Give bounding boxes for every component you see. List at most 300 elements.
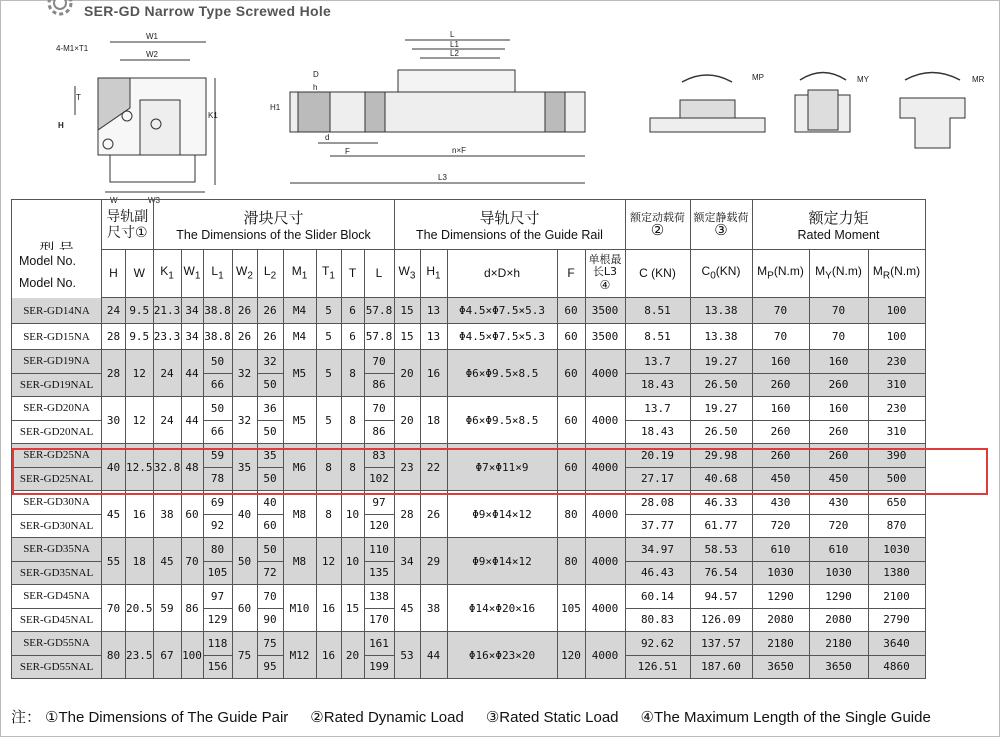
table-row	[12, 491, 926, 515]
cell-k1: 24	[153, 350, 181, 397]
cell-m1: M12	[283, 632, 316, 679]
model-cell: SER-GD45NAL	[12, 608, 102, 632]
cell-c: 92.62	[625, 632, 690, 656]
cell-h1: 18	[420, 397, 447, 444]
rail-side-drawing	[290, 40, 585, 183]
col-f: F	[557, 250, 585, 298]
cell-w2: 40	[232, 491, 257, 538]
cell-h: 80	[102, 632, 126, 679]
model-cell: SER-GD25NA	[12, 444, 102, 468]
cell-l1: 66	[203, 420, 232, 444]
table-row	[12, 538, 926, 562]
label-l: L	[450, 30, 455, 39]
cell-w1: 44	[181, 397, 203, 444]
cell-h: 55	[102, 538, 126, 585]
label-nxf: n×F	[452, 146, 467, 155]
label-k1: K1	[208, 111, 218, 120]
cell-m1: M5	[283, 397, 316, 444]
label-d: D	[313, 70, 319, 79]
cell-l: 110	[364, 538, 394, 562]
col-t: T	[341, 250, 364, 298]
cell-f: 80	[557, 491, 585, 538]
slider-header: 滑块尺寸 The Dimensions of the Slider Block	[153, 200, 394, 250]
cell-c0: 26.50	[690, 420, 752, 444]
note-1: ①The Dimensions of The Guide Pair	[45, 709, 289, 726]
cell-c: 18.43	[625, 420, 690, 444]
cell-k1: 45	[153, 538, 181, 585]
cell-c0: 137.57	[690, 632, 752, 656]
cell-my: 720	[809, 514, 868, 538]
cell-l3: 4000	[585, 632, 625, 679]
cell-l3: 4000	[585, 538, 625, 585]
label-d-small: d	[325, 133, 330, 142]
col-t1: $T_1$	[316, 250, 341, 298]
cell-my: 260	[809, 373, 868, 397]
cell-c: 126.51	[625, 655, 690, 679]
cell-k1: 67	[153, 632, 181, 679]
cell-w3: 53	[394, 632, 420, 679]
cell-f: 60	[557, 298, 585, 324]
cell-c0: 187.60	[690, 655, 752, 679]
cell-l1: 118	[203, 632, 232, 656]
model-cell: SER-GD20NA	[12, 397, 102, 421]
moment-labels	[752, 73, 985, 84]
cell-t: 6	[341, 324, 364, 350]
cell-mp: 70	[752, 324, 809, 350]
model-cell: SER-GD14NA	[12, 298, 102, 324]
cell-h1: 13	[420, 324, 447, 350]
cell-h1: 26	[420, 491, 447, 538]
cell-w: 18	[126, 538, 154, 585]
cell-t: 8	[341, 350, 364, 397]
cell-mp: 2180	[752, 632, 809, 656]
cell-mr: 500	[868, 467, 925, 491]
cell-mr: 230	[868, 397, 925, 421]
cell-h1: 38	[420, 585, 447, 632]
cell-my: 1290	[809, 585, 868, 609]
cell-w2: 50	[232, 538, 257, 585]
cell-w: 12.5	[126, 444, 154, 491]
cell-c: 80.83	[625, 608, 690, 632]
cell-mp: 260	[752, 373, 809, 397]
gear-logo-icon	[42, 0, 78, 20]
table-row	[12, 444, 926, 468]
cell-l1: 129	[203, 608, 232, 632]
model-cell: SER-GD15NA	[12, 324, 102, 350]
cell-l2: 50	[257, 420, 283, 444]
cell-my: 160	[809, 397, 868, 421]
col-w1: $W_1$	[181, 250, 203, 298]
cell-l1: 80	[203, 538, 232, 562]
cell-my: 610	[809, 538, 868, 562]
footer-notes	[11, 706, 931, 727]
cell-t1: 16	[316, 585, 341, 632]
cell-w: 23.5	[126, 632, 154, 679]
cell-c: 8.51	[625, 298, 690, 324]
cell-h1: 22	[420, 444, 447, 491]
cell-w: 12	[126, 350, 154, 397]
model-cell: SER-GD30NAL	[12, 514, 102, 538]
rotation-arrow-icon	[905, 73, 960, 81]
col-mr: $M_R(N.m)$	[868, 250, 925, 298]
cell-l: 170	[364, 608, 394, 632]
cell-mp: 720	[752, 514, 809, 538]
moment-diagrams	[650, 73, 965, 149]
cell-mr: 2790	[868, 608, 925, 632]
cell-mp: 610	[752, 538, 809, 562]
technical-drawings	[0, 20, 1000, 205]
cell-mp: 1030	[752, 561, 809, 585]
label-my: MY	[857, 75, 869, 84]
cell-c0: 40.68	[690, 467, 752, 491]
cell-l: 70	[364, 350, 394, 374]
col-h: H	[102, 250, 126, 298]
cell-w1: 48	[181, 444, 203, 491]
cell-t: 10	[341, 538, 364, 585]
header-row-1	[12, 200, 926, 250]
cell-l: 120	[364, 514, 394, 538]
label-mp: MP	[752, 73, 764, 82]
model-cell: SER-GD55NA	[12, 632, 102, 656]
col-m1: $M_1$	[283, 250, 316, 298]
col-w3: $W_3$	[394, 250, 420, 298]
table-row	[12, 632, 926, 656]
cell-c: 34.97	[625, 538, 690, 562]
cell-c0: 13.38	[690, 298, 752, 324]
cell-l3: 4000	[585, 585, 625, 632]
label-h: H	[58, 121, 64, 130]
page-title: SER-GD Narrow Type Screwed Hole	[84, 3, 332, 19]
dynamic-load-header: 额定动载荷 ②	[625, 200, 690, 250]
cell-l3: 4000	[585, 491, 625, 538]
cell-t1: 12	[316, 538, 341, 585]
cell-c: 27.17	[625, 467, 690, 491]
cell-l1: 38.8	[203, 298, 232, 324]
cell-w: 9.5	[126, 324, 154, 350]
cell-my: 2180	[809, 632, 868, 656]
cell-mr: 4860	[868, 655, 925, 679]
cell-h: 28	[102, 324, 126, 350]
cell-w: 20.5	[126, 585, 154, 632]
cell-w2: 26	[232, 324, 257, 350]
table-row	[12, 397, 926, 421]
cell-mp: 70	[752, 298, 809, 324]
col-mp: $M_P(N.m)$	[752, 250, 809, 298]
cell-c0: 76.54	[690, 561, 752, 585]
model-cell: SER-GD19NA	[12, 350, 102, 374]
footer-lead: 注：	[11, 709, 42, 726]
cell-my: 430	[809, 491, 868, 515]
cell-l: 138	[364, 585, 394, 609]
cell-l1: 92	[203, 514, 232, 538]
cell-mp: 450	[752, 467, 809, 491]
cell-t1: 5	[316, 324, 341, 350]
cell-l2: 70	[257, 585, 283, 609]
cell-w1: 44	[181, 350, 203, 397]
rail-header: 导轨尺寸 The Dimensions of the Guide Rail	[394, 200, 625, 250]
cell-c: 28.08	[625, 491, 690, 515]
model-cell: SER-GD20NAL	[12, 420, 102, 444]
cell-w1: 86	[181, 585, 203, 632]
rotation-arrow-icon	[682, 75, 732, 82]
cell-w3: 34	[394, 538, 420, 585]
cell-c: 13.7	[625, 397, 690, 421]
cell-mr: 230	[868, 350, 925, 374]
cell-w2: 32	[232, 350, 257, 397]
cell-l: 70	[364, 397, 394, 421]
cell-ddh: Φ6×Φ9.5×8.5	[447, 397, 557, 444]
cell-w2: 35	[232, 444, 257, 491]
cell-m1: M5	[283, 350, 316, 397]
cell-f: 60	[557, 324, 585, 350]
cell-f: 60	[557, 397, 585, 444]
cell-l1: 59	[203, 444, 232, 468]
cell-l1: 97	[203, 585, 232, 609]
cell-h: 40	[102, 444, 126, 491]
cell-my: 160	[809, 350, 868, 374]
cell-mr: 390	[868, 444, 925, 468]
cell-l3: 3500	[585, 298, 625, 324]
cell-w3: 28	[394, 491, 420, 538]
cell-l: 83	[364, 444, 394, 468]
cell-h: 45	[102, 491, 126, 538]
col-l: L	[364, 250, 394, 298]
header-row-2	[12, 250, 926, 298]
cell-l1: 50	[203, 350, 232, 374]
label-w1: W1	[146, 32, 158, 41]
label-l1: L1	[450, 40, 459, 49]
cell-k1: 23.3	[153, 324, 181, 350]
cell-c0: 126.09	[690, 608, 752, 632]
cell-t1: 5	[316, 350, 341, 397]
cell-ddh: Φ9×Φ14×12	[447, 491, 557, 538]
cell-f: 80	[557, 538, 585, 585]
cell-w1: 70	[181, 538, 203, 585]
cell-k1: 21.3	[153, 298, 181, 324]
cell-l2: 72	[257, 561, 283, 585]
label-t: T	[76, 93, 81, 102]
table-row	[12, 585, 926, 609]
cell-my: 450	[809, 467, 868, 491]
cell-l: 57.8	[364, 298, 394, 324]
cell-h: 24	[102, 298, 126, 324]
cell-my: 3650	[809, 655, 868, 679]
cell-mr: 100	[868, 298, 925, 324]
cell-c: 20.19	[625, 444, 690, 468]
cell-ddh: Φ9×Φ14×12	[447, 538, 557, 585]
cell-l: 199	[364, 655, 394, 679]
label-4m1t1: 4-M1×T1	[56, 44, 89, 53]
cell-c0: 94.57	[690, 585, 752, 609]
cross-section-drawing	[75, 42, 215, 192]
cell-mr: 310	[868, 420, 925, 444]
cell-t: 6	[341, 298, 364, 324]
cell-mp: 160	[752, 350, 809, 374]
cell-t1: 5	[316, 298, 341, 324]
cell-l: 161	[364, 632, 394, 656]
cell-l1: 38.8	[203, 324, 232, 350]
cell-w3: 20	[394, 350, 420, 397]
note-3: ③Rated Static Load	[485, 709, 619, 726]
cell-k1: 38	[153, 491, 181, 538]
spec-table	[11, 199, 926, 679]
cell-ddh: Φ6×Φ9.5×8.5	[447, 350, 557, 397]
cell-m1: M6	[283, 444, 316, 491]
model-number-header: Model No. Model No.	[12, 250, 101, 298]
cell-l2: 50	[257, 538, 283, 562]
col-ddh: d×D×h	[447, 250, 557, 298]
cell-c0: 13.38	[690, 324, 752, 350]
rotation-arrow-icon	[800, 73, 846, 81]
cell-my: 260	[809, 444, 868, 468]
cell-l2: 35	[257, 444, 283, 468]
cell-l: 86	[364, 420, 394, 444]
cell-ddh: Φ4.5×Φ7.5×5.3	[447, 298, 557, 324]
col-w: W	[126, 250, 154, 298]
label-h: h	[313, 83, 318, 92]
cell-mp: 430	[752, 491, 809, 515]
label-l3: L3	[438, 173, 447, 182]
model-cell: SER-GD25NAL	[12, 467, 102, 491]
cell-mr: 310	[868, 373, 925, 397]
cell-mp: 3650	[752, 655, 809, 679]
cell-mr: 1380	[868, 561, 925, 585]
cell-l2: 26	[257, 324, 283, 350]
col-w2: $W_2$	[232, 250, 257, 298]
cell-m1: M4	[283, 298, 316, 324]
cell-l1: 69	[203, 491, 232, 515]
cell-l2: 60	[257, 514, 283, 538]
cell-h: 28	[102, 350, 126, 397]
model-cell: SER-GD19NAL	[12, 373, 102, 397]
cell-f: 60	[557, 444, 585, 491]
cell-w3: 23	[394, 444, 420, 491]
cell-c: 8.51	[625, 324, 690, 350]
cell-mr: 3640	[868, 632, 925, 656]
cell-w3: 20	[394, 397, 420, 444]
cell-t: 8	[341, 397, 364, 444]
cell-l2: 50	[257, 467, 283, 491]
cell-l: 57.8	[364, 324, 394, 350]
cell-l1: 156	[203, 655, 232, 679]
label-f: F	[345, 147, 350, 156]
cell-l2: 50	[257, 373, 283, 397]
cell-w2: 75	[232, 632, 257, 679]
table-row	[12, 298, 926, 324]
cell-l3: 4000	[585, 397, 625, 444]
cell-mr: 1030	[868, 538, 925, 562]
cell-l1: 50	[203, 397, 232, 421]
cell-t1: 16	[316, 632, 341, 679]
cell-t1: 8	[316, 491, 341, 538]
col-my: $M_Y(N.m)$	[809, 250, 868, 298]
cell-h: 70	[102, 585, 126, 632]
col-maxlen: 单根最 长L3 ④	[585, 250, 625, 298]
cell-c0: 29.98	[690, 444, 752, 468]
col-c0: $C_0(KN)$	[690, 250, 752, 298]
cell-my: 260	[809, 420, 868, 444]
cell-l3: 4000	[585, 350, 625, 397]
cell-w3: 15	[394, 298, 420, 324]
cell-c: 46.43	[625, 561, 690, 585]
cell-w1: 100	[181, 632, 203, 679]
model-cell: SER-GD35NA	[12, 538, 102, 562]
col-k1: $K_1$	[153, 250, 181, 298]
cell-l2: 26	[257, 298, 283, 324]
static-load-header: 额定静载荷 ③	[690, 200, 752, 250]
model-cell: SER-GD30NA	[12, 491, 102, 515]
cell-l3: 3500	[585, 324, 625, 350]
col-l1: $L_1$	[203, 250, 232, 298]
cell-c0: 58.53	[690, 538, 752, 562]
cell-c: 60.14	[625, 585, 690, 609]
cell-mr: 100	[868, 324, 925, 350]
cell-mp: 160	[752, 397, 809, 421]
cell-my: 1030	[809, 561, 868, 585]
cell-w1: 60	[181, 491, 203, 538]
cell-c: 37.77	[625, 514, 690, 538]
cell-mr: 650	[868, 491, 925, 515]
cell-c: 13.7	[625, 350, 690, 374]
cell-mr: 870	[868, 514, 925, 538]
cell-m1: M10	[283, 585, 316, 632]
cell-w1: 34	[181, 298, 203, 324]
cell-c0: 46.33	[690, 491, 752, 515]
cell-my: 70	[809, 298, 868, 324]
label-mr: MR	[972, 75, 985, 84]
model-cell: SER-GD45NA	[12, 585, 102, 609]
cell-w3: 45	[394, 585, 420, 632]
table-row	[12, 324, 926, 350]
cell-l1: 66	[203, 373, 232, 397]
cell-mr: 2100	[868, 585, 925, 609]
col-h1: $H_1$	[420, 250, 447, 298]
cell-my: 70	[809, 324, 868, 350]
cell-w3: 15	[394, 324, 420, 350]
cell-f: 105	[557, 585, 585, 632]
cell-c0: 26.50	[690, 373, 752, 397]
label-l2: L2	[450, 49, 459, 58]
cell-w2: 26	[232, 298, 257, 324]
cell-c0: 61.77	[690, 514, 752, 538]
cell-t: 20	[341, 632, 364, 679]
cell-m1: M8	[283, 538, 316, 585]
cell-ddh: Φ4.5×Φ7.5×5.3	[447, 324, 557, 350]
cell-ddh: Φ7×Φ11×9	[447, 444, 557, 491]
cell-f: 120	[557, 632, 585, 679]
note-4: ④The Maximum Length of the Single Guide	[640, 709, 931, 726]
label-h1: H1	[270, 103, 281, 112]
cell-c0: 19.27	[690, 397, 752, 421]
cell-c0: 19.27	[690, 350, 752, 374]
cell-l2: 32	[257, 350, 283, 374]
cell-l: 86	[364, 373, 394, 397]
label-w2: W2	[146, 50, 158, 59]
cell-f: 60	[557, 350, 585, 397]
cell-mp: 260	[752, 420, 809, 444]
cell-m1: M4	[283, 324, 316, 350]
cell-mp: 260	[752, 444, 809, 468]
table-row	[12, 350, 926, 374]
cell-k1: 59	[153, 585, 181, 632]
cell-mp: 1290	[752, 585, 809, 609]
cell-my: 2080	[809, 608, 868, 632]
cell-ddh: Φ16×Φ23×20	[447, 632, 557, 679]
cell-w: 9.5	[126, 298, 154, 324]
cell-t1: 8	[316, 444, 341, 491]
pair-header: 导轨副 尺寸①	[102, 200, 154, 250]
cell-l2: 36	[257, 397, 283, 421]
